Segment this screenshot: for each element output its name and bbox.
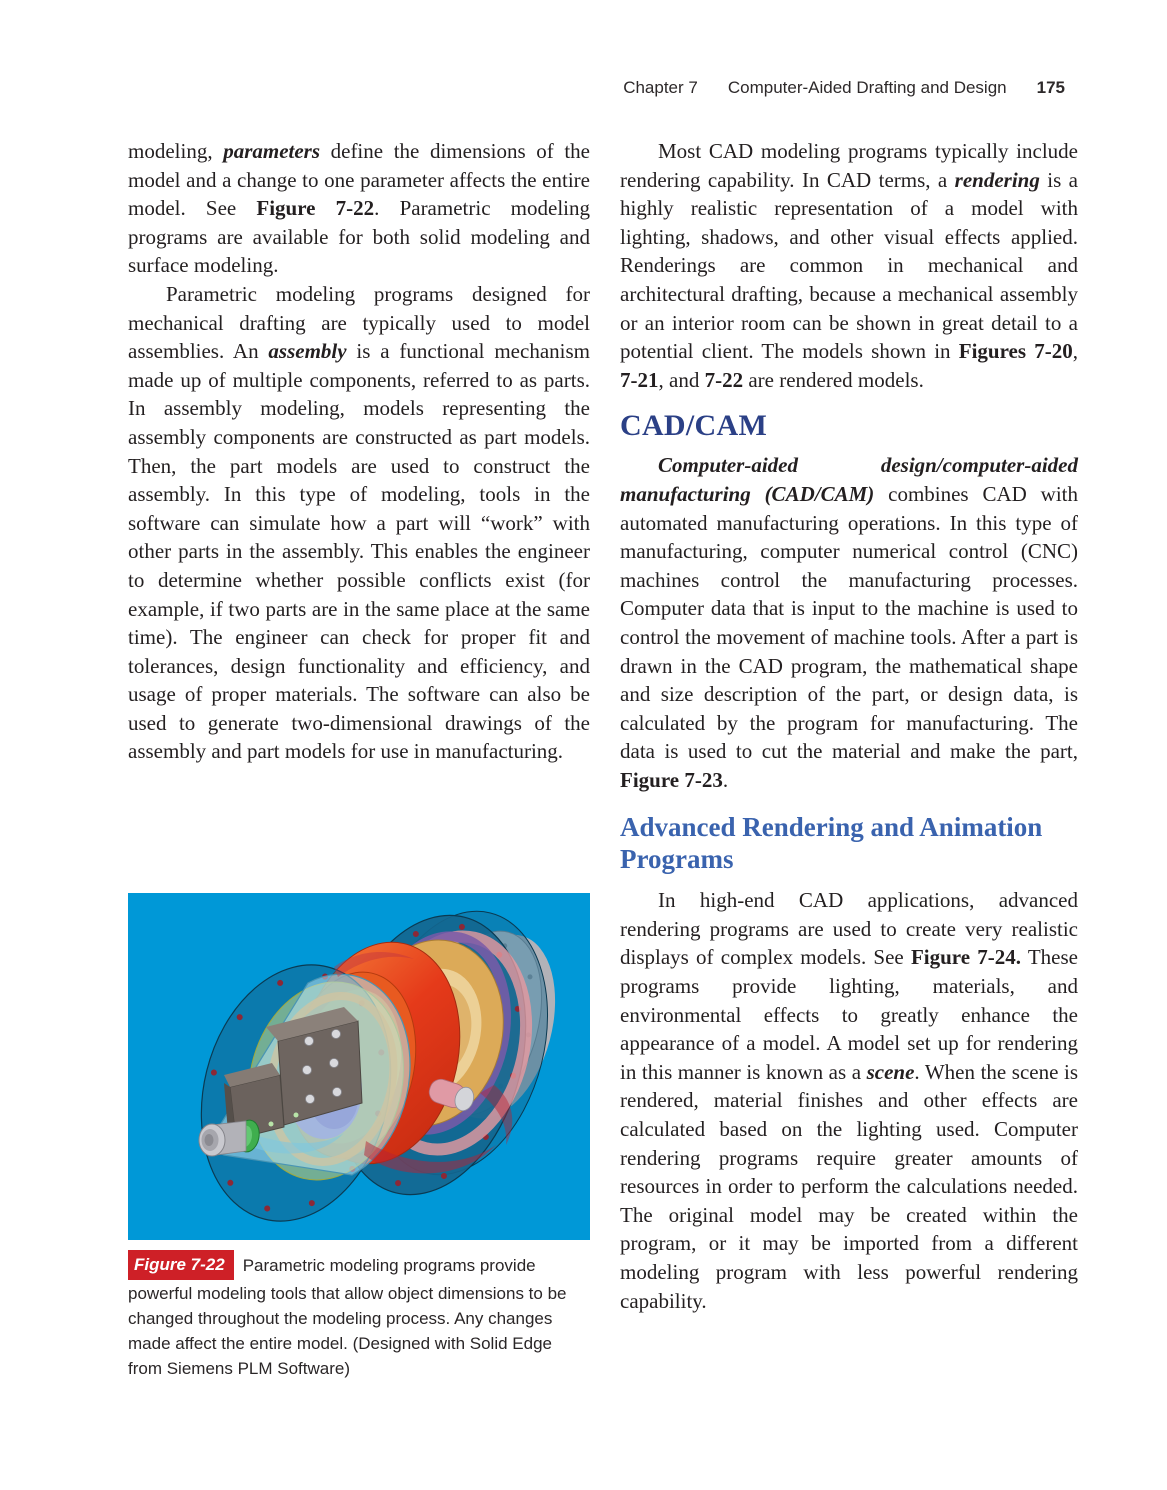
right-paragraph-1: Most CAD modeling programs typically include rendering capability. In CAD terms, a rendering is a highly realistic representation of a model with lighting, shadows, and other visual effects applied. Renderings are common in mechanical and architectural drafting, because a mechanical assembly or an interior room can be shown in great detail to a potential client. The models shown in Figures 7-20, 7-21, and 7-22 are rendered models.	[620, 139, 1078, 392]
cad-assembly-rendering-image	[128, 893, 590, 1240]
right-paragraph-2: Computer-aided design/computer-aided manufacturing (CAD/CAM) combines CAD with automated manufacturing operations. In this type of manufacturing, computer numerical control (CNC) machines control the manufacturing processes. Computer data that is input to the machine is used to control the movement of machine tools. After a part is drawn in the CAD program, the mathematical shape and size description of the part, or design data, is calculated by the program for manufacturing. The data is used to cut the material and make the part, Figure 7-23.	[620, 453, 1078, 792]
heading-cad-cam: CAD/CAM	[620, 409, 768, 443]
right-paragraph-3: In high-end CAD applications, advanced rendering programs are used to create very realistic displays of complex models. See Figure 7-24. These programs provide lighting, materials, and environmental effects to greatly enhance the appearance of a model. A model set up for rendering in this manner is known as a scene. When the scene is rendered, material finishes and other effects are calculated based on the lighting used. Computer rendering programs require greater amounts of resources in order to perform the calculations needed. The original model may be created within the program, or it may be imported from a different modeling program with less powerful rendering capability.	[620, 888, 1078, 1313]
right-column	[620, 137, 1078, 1315]
heading-advanced-rendering: Advanced Rendering and Animation Programs	[620, 812, 1043, 875]
left-paragraph-1: modeling, parameters define the dimensions of the model and a change to one parameter affects the entire model. See Figure 7-22. Parametric modeling programs are available for both solid modeling and surface modeling.	[128, 139, 591, 278]
left-paragraph-2: Parametric modeling programs designed for mechanical drafting are typically used to model assemblies. An assembly is a functional mechanism made up of multiple components, referred to as parts. In assembly modeling, models representing the assembly components are constructed as part models. Then, the part models are used to construct the assembly. In this type of modeling, tools in the software can simulate how a part will “work” with other parts in the assembly. This enables the engineer to determine whether possible conflicts exist (for example, if two parts are in the same place at the same time). The engineer can check for proper fit and tolerances, design functionality and efficiency, and usage of proper materials. The software can also be used to generate two-dimensional drawings of the assembly and part models for use in manufacturing.	[128, 281, 590, 764]
page-number: 175	[1036, 78, 1065, 97]
running-head	[623, 78, 1065, 98]
figure-badge: Figure 7-22	[128, 1250, 234, 1280]
figure-7-22	[128, 893, 590, 1381]
running-head-title: Computer-Aided Drafting and Design	[727, 78, 1007, 97]
figure-caption-text: Parametric modeling programs provide powerful modeling tools that allow object dimensions to be changed throughout the modeling process. Any changes made affect the entire model. (Designed with Solid Edge from Siemens PLM Software)	[128, 1256, 567, 1378]
shaft-tip	[199, 1121, 246, 1156]
figure-caption	[128, 1251, 590, 1381]
left-column	[128, 137, 590, 766]
running-head-chapter: Chapter 7	[623, 78, 698, 97]
